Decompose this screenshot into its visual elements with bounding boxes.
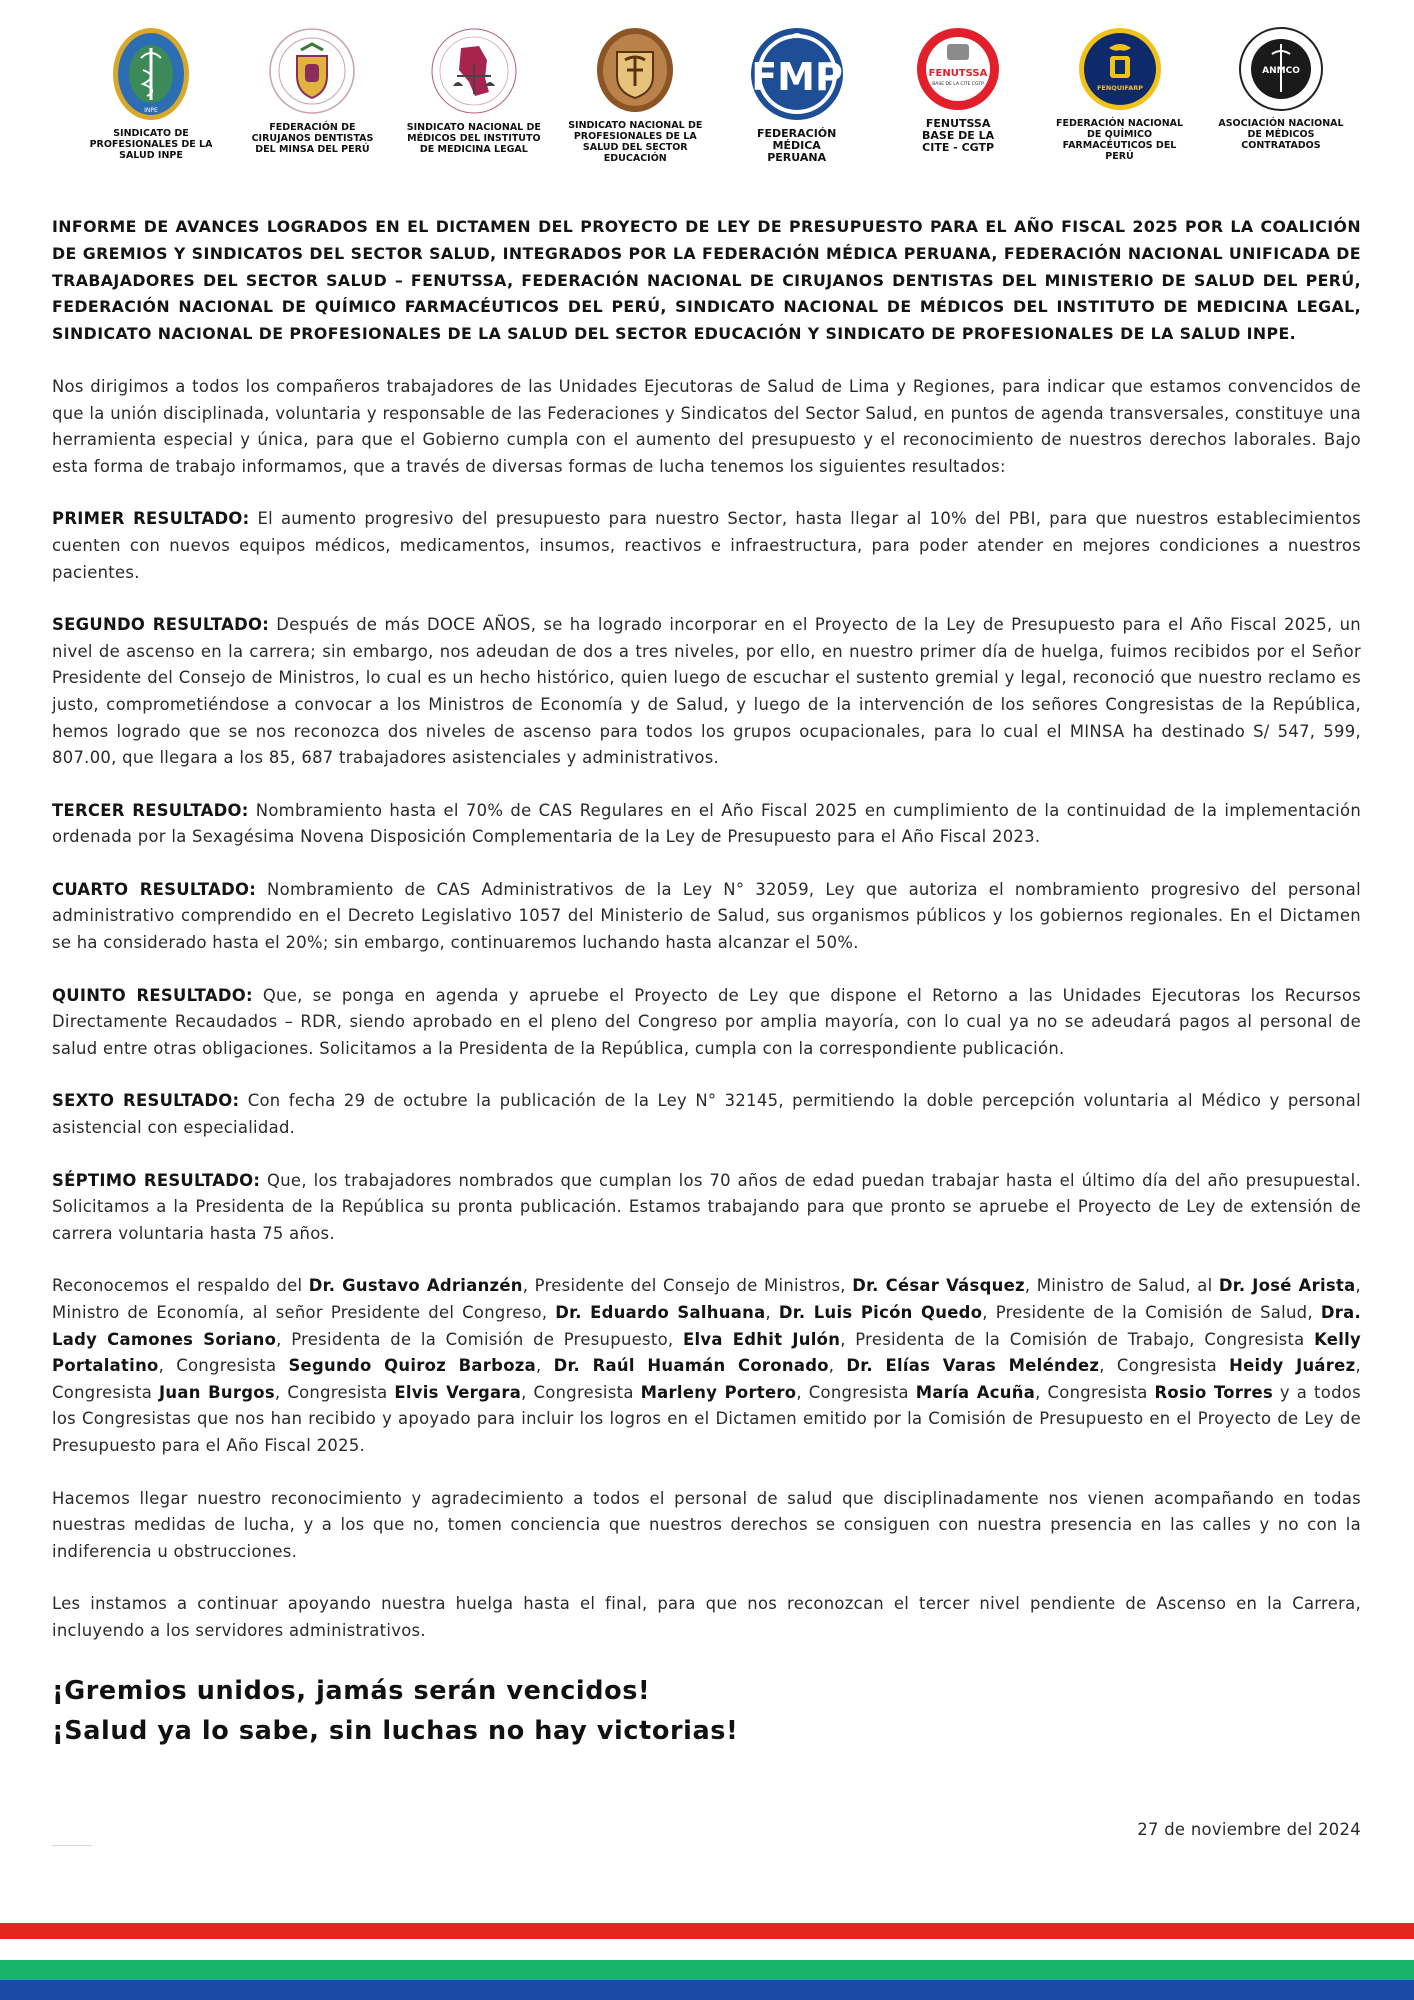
acknowledgement-text: , Congresista	[796, 1382, 916, 1402]
fmp-monogram-icon	[749, 26, 845, 122]
call-paragraph: Les instamos a continuar apoyando nuestra huelga hasta el final, para que nos reconozcan el tercer nivel pendiente de Ascenso en la Carrera, incluyendo a los servidores administrativos.	[52, 1594, 1361, 1640]
acknowledged-person-name: María Acuña	[915, 1382, 1036, 1402]
acknowledgement-text: , Congresista	[1035, 1382, 1155, 1402]
footer-stripe-white	[0, 1939, 1414, 1960]
org-anmco	[1206, 26, 1356, 151]
acknowledged-person-name: Dr. Gustavo Adrianzén	[308, 1276, 523, 1296]
caduceus-seal-icon	[111, 26, 191, 122]
document-date: 27 de noviembre del 2024	[1137, 1820, 1361, 1839]
acknowledged-person-name: Dr. Raúl Huamán Coronado	[553, 1356, 829, 1376]
acknowledged-person-name: Rosio Torres	[1154, 1382, 1274, 1402]
acknowledgement-paragraph	[52, 1273, 1361, 1459]
peru-map-scales-icon	[429, 26, 519, 116]
result-paragraph-6	[52, 1088, 1361, 1141]
acknowledgement-text: , Congresista	[52, 1356, 1361, 1402]
org-fenquifarp	[1045, 26, 1195, 162]
org-fenutssa	[883, 26, 1033, 154]
org-name: FEDERACIÓN MÉDICA PERUANA	[756, 127, 837, 164]
result-text: Que, se ponga en agenda y apruebe el Proyecto de Ley que dispone el Retorno a las Unidades Ejecutoras los Recursos Directamente Recaudados – RDR, siendo aprobado en el pleno del Congreso por amplia mayoría, con lo cual ya no se adeudará pagos al personal de salud entre otras obligaciones. Solicitamos a la Presidenta de la República, cumpla con la correspondiente publicación.	[52, 985, 1361, 1058]
org-name: FEDERACIÓN NACIONAL DE QUÍMICO FARMACÉUTICOS DEL PERÚ	[1055, 118, 1184, 162]
intro-paragraph: Nos dirigimos a todos los compañeros trabajadores de las Unidades Ejecutoras de Salud de Lima y Regiones, para indicar que estamos convencidos de que la unión disciplinada, voluntaria y responsable de las Federaciones y Sindicatos del Sector Salud, en puntos de agenda transversales, constituye una herramienta especial y única, para que el Gobierno cumpla con el aumento del presupuesto y el reconocimiento de nuestros derechos laborales. Bajo esta forma de trabajo informamos, que a través de diversas formas de lucha tenemos los siguientes resultados:	[52, 376, 1361, 476]
org-name: SINDICATO NACIONAL DE PROFESIONALES DE LA SALUD DEL SECTOR EDUCACIÓN	[568, 120, 703, 164]
result-label: CUARTO RESULTADO:	[52, 879, 257, 899]
acknowledged-person-name: Dr. Eduardo Salhuana	[555, 1303, 766, 1323]
slogans	[52, 1671, 1361, 1751]
org-sindicato-medicina-legal	[399, 26, 549, 155]
result-paragraph-3	[52, 798, 1361, 851]
anmco-logo-text: ANMCO	[1262, 66, 1300, 76]
fenquifarp-logo-text: FENQUIFARP	[1096, 84, 1143, 92]
acknowledged-person-name: Marleny Portero	[640, 1382, 797, 1402]
document-heading: INFORME DE AVANCES LOGRADOS EN EL DICTAMEN DEL PROYECTO DE LEY DE PRESUPUESTO PARA EL AÑO FISCAL 2025 POR LA COALICIÓN DE GREMIOS Y SINDICATOS DEL SECTOR SALUD, INTEGRADOS POR LA FEDERACIÓN MÉDICA PERUANA, FEDERACIÓN NACIONAL UNIFICADA DE TRABAJADORES DEL SECTOR SALUD – FENUTSSA, FEDERACIÓN NACIONAL DE CIRUJANOS DENTISTAS DEL MINISTERIO DE SALUD DEL PERÚ, FEDERACIÓN NACIONAL DE QUÍMICO FARMACÉUTICOS DEL PERÚ, SINDICATO NACIONAL DE MÉDICOS DEL INSTITUTO DE MEDICINA LEGAL, SINDICATO NACIONAL DE PROFESIONALES DE LA SALUD DEL SECTOR EDUCACIÓN Y SINDICATO DE PROFESIONALES DE LA SALUD INPE.	[52, 217, 1361, 344]
gratitude-paragraph: Hacemos llegar nuestro reconocimiento y agradecimiento a todos el personal de salud que disciplinadamente nos vienen acompañando en todas nuestras medidas de lucha, y a los que no, tomen conciencia que nuestros derechos se consiguen con nuestra presencia en las calles y no con la indiferencia u obstrucciones.	[52, 1488, 1361, 1561]
result-paragraph-4	[52, 877, 1361, 957]
org-federacion-cirujanos-dentistas	[237, 26, 387, 155]
org-name: ASOCIACIÓN NACIONAL DE MÉDICOS CONTRATADOS	[1218, 118, 1344, 151]
result-label: QUINTO RESULTADO:	[52, 985, 253, 1005]
org-name: FEDERACIÓN DE CIRUJANOS DENTISTAS DEL MINSA DEL PERÚ	[251, 122, 374, 155]
acknowledged-person-name: Elvis Vergara	[394, 1382, 522, 1402]
org-federacion-medica-peruana	[722, 26, 872, 164]
signature-line	[52, 1845, 92, 1846]
acknowledgement-text: , Presidente del Consejo de Ministros,	[522, 1276, 853, 1296]
acknowledgement-text: y a todos los Congresistas que nos han recibido y apoyado para incluir los logros en el Dictamen emitido por la Comisión de Presupuesto en el Proyecto de Ley de Presupuesto para el Año Fiscal 2025.	[52, 1382, 1361, 1455]
acknowledged-person-name: Segundo Quiroz Barboza	[288, 1356, 536, 1376]
acknowledged-person-name: Dr. César Vásquez	[852, 1276, 1025, 1296]
footer-stripe-blue	[0, 1980, 1414, 2000]
org-name: FENUTSSA BASE DE LA CITE - CGTP	[922, 117, 995, 154]
org-sindicato-inpe	[76, 26, 226, 161]
result-paragraph-7	[52, 1168, 1361, 1248]
acknowledgement-text: , Presidenta de la Comisión de Presupuesto,	[276, 1329, 683, 1349]
fenutssa-logo-text: FENUTSSA	[928, 68, 988, 79]
acknowledged-person-name: Elva Edhit Julón	[682, 1329, 841, 1349]
result-label: PRIMER RESULTADO:	[52, 509, 250, 529]
acknowledgement-text: ,	[765, 1303, 779, 1323]
result-text: El aumento progresivo del presupuesto para nuestro Sector, hasta llegar al 10% del PBI, para que nuestros establecimientos cuenten con nuevos equipos médicos, medicamentos, insumos, reactivos e infraestructura, para poder atender en mejores condiciones a nuestros pacientes.	[52, 509, 1361, 582]
organization-logos	[76, 26, 1356, 176]
acknowledgement-text: Reconocemos el respaldo del	[52, 1276, 309, 1296]
acknowledgement-text: , Congresista	[1099, 1356, 1230, 1376]
result-paragraph-1	[52, 506, 1361, 586]
bronze-crest-seal-icon	[595, 26, 675, 114]
acknowledgement-text: , Congresista	[274, 1382, 395, 1402]
acknowledged-person-name: Dr. Luis Picón Quedo	[778, 1303, 983, 1323]
result-text: Después de más DOCE AÑOS, se ha logrado incorporar en el Proyecto de la Ley de Presupuesto para el Año Fiscal 2025, un nivel de ascenso en la carrera; sin embargo, nos adeudan de dos a tres niveles, por ello, en nuestro primer día de huelga, fuimos recibidos por el Señor Presidente del Consejo de Ministros, lo cual es un hecho histórico, quien luego de escuchar el sustento gremial y legal, reconoció que nuestro reclamo es justo, comprometiéndose a convocar a los Ministros de Economía y de Salud, y luego de la intervención de los señores Congresistas de la República, hemos logrado que se nos reconozca dos niveles de ascenso para todos los grupos ocupacionales, para lo cual el MINSA ha destinado S/ 547, 599, 807.00, que llegara a los 85, 687 trabajadores asistenciales y administrativos.	[52, 615, 1361, 768]
result-text: Nombramiento de CAS Administrativos de la Ley N° 32059, Ley que autoriza el nombramiento progresivo del personal administrativo comprendido en el Decreto Legislativo 1057 del Ministerio de Salud, sus organismos públicos y los gobiernos regionales. En el Dictamen se ha considerado hasta el 20%; sin embargo, continuaremos luchando hasta alcanzar el 50%.	[52, 879, 1361, 953]
acknowledged-person-name: Dr. José Arista	[1218, 1276, 1356, 1296]
result-text: Que, los trabajadores nombrados que cumplan los 70 años de edad puedan trabajar hasta el último día del año presupuestal. Solicitamos a la Presidenta de la República su pronta publicación. Estamos trabajando para que pronto se apruebe el Proyecto de Ley de extensión de carrera voluntaria hasta 75 años.	[52, 1170, 1361, 1243]
result-text: Nombramiento hasta el 70% de CAS Regulares en el Año Fiscal 2025 en cumplimiento de la continuidad de la implementación ordenada por la Sexagésima Novena Disposición Complementaria de la Ley de Presupuesto para el Año Fiscal 2023.	[52, 800, 1362, 847]
org-sindicato-sector-educacion	[560, 26, 710, 164]
acknowledgement-text: , Ministro de Salud, al	[1024, 1276, 1219, 1296]
acknowledged-person-name: Dra. Lady Camones Soriano	[52, 1303, 1361, 1349]
acknowledgement-text: , Congresista	[521, 1382, 641, 1402]
org-name: SINDICATO DE PROFESIONALES DE LA SALUD INPE	[89, 128, 213, 161]
acknowledged-person-name: Dr. Elías Varas Meléndez	[846, 1356, 1100, 1376]
acknowledged-person-name: Juan Burgos	[159, 1382, 275, 1402]
slogan-line: ¡Salud ya lo sabe, sin luchas no hay victorias!	[52, 1715, 739, 1746]
footer-stripe-red	[0, 1923, 1414, 1939]
inpe-logo-text: INPE	[144, 107, 158, 114]
fenquifarp-seal-icon	[1077, 26, 1163, 112]
acknowledgement-text: , Congresista	[158, 1356, 289, 1376]
footer-stripe-green	[0, 1960, 1414, 1980]
org-name: SINDICATO NACIONAL DE MÉDICOS DEL INSTITUTO DE MEDICINA LEGAL	[406, 122, 541, 155]
acknowledgement-text: , Ministro de Economía, al señor Presidente del Congreso,	[52, 1276, 1361, 1323]
acknowledgement-text: ,	[535, 1356, 554, 1376]
acknowledged-person-name: Kelly Portalatino	[52, 1329, 1362, 1376]
acknowledgement-text: , Presidente de la Comisión de Salud,	[982, 1303, 1321, 1323]
result-paragraph-2	[52, 612, 1361, 772]
acknowledged-person-name: Heidy Juárez	[1229, 1356, 1356, 1376]
result-text: Con fecha 29 de octubre la publicación de la Ley N° 32145, permitiendo la doble percepción voluntaria al Médico y personal asistencial con especialidad.	[52, 1091, 1361, 1138]
slogan-line: ¡Gremios unidos, jamás serán vencidos!	[52, 1675, 651, 1706]
document-body	[52, 214, 1361, 1751]
result-label: SÉPTIMO RESULTADO:	[52, 1170, 261, 1190]
acknowledgement-text: , Presidenta de la Comisión de Trabajo, Congresista	[840, 1329, 1315, 1349]
result-label: SEGUNDO RESULTADO:	[52, 615, 270, 635]
fenutssa-logo-subtext: BASE DE LA CITE CGTP	[932, 82, 984, 87]
acknowledgement-text: ,	[828, 1356, 847, 1376]
result-label: SEXTO RESULTADO:	[52, 1091, 240, 1111]
result-label: TERCER RESULTADO:	[52, 800, 249, 820]
dental-crest-seal-icon	[267, 26, 357, 116]
anmco-seal-icon	[1238, 26, 1324, 112]
fmp-logo-text: FMP	[750, 55, 843, 99]
fenutssa-red-seal-icon	[915, 26, 1001, 112]
result-paragraph-5	[52, 983, 1361, 1063]
